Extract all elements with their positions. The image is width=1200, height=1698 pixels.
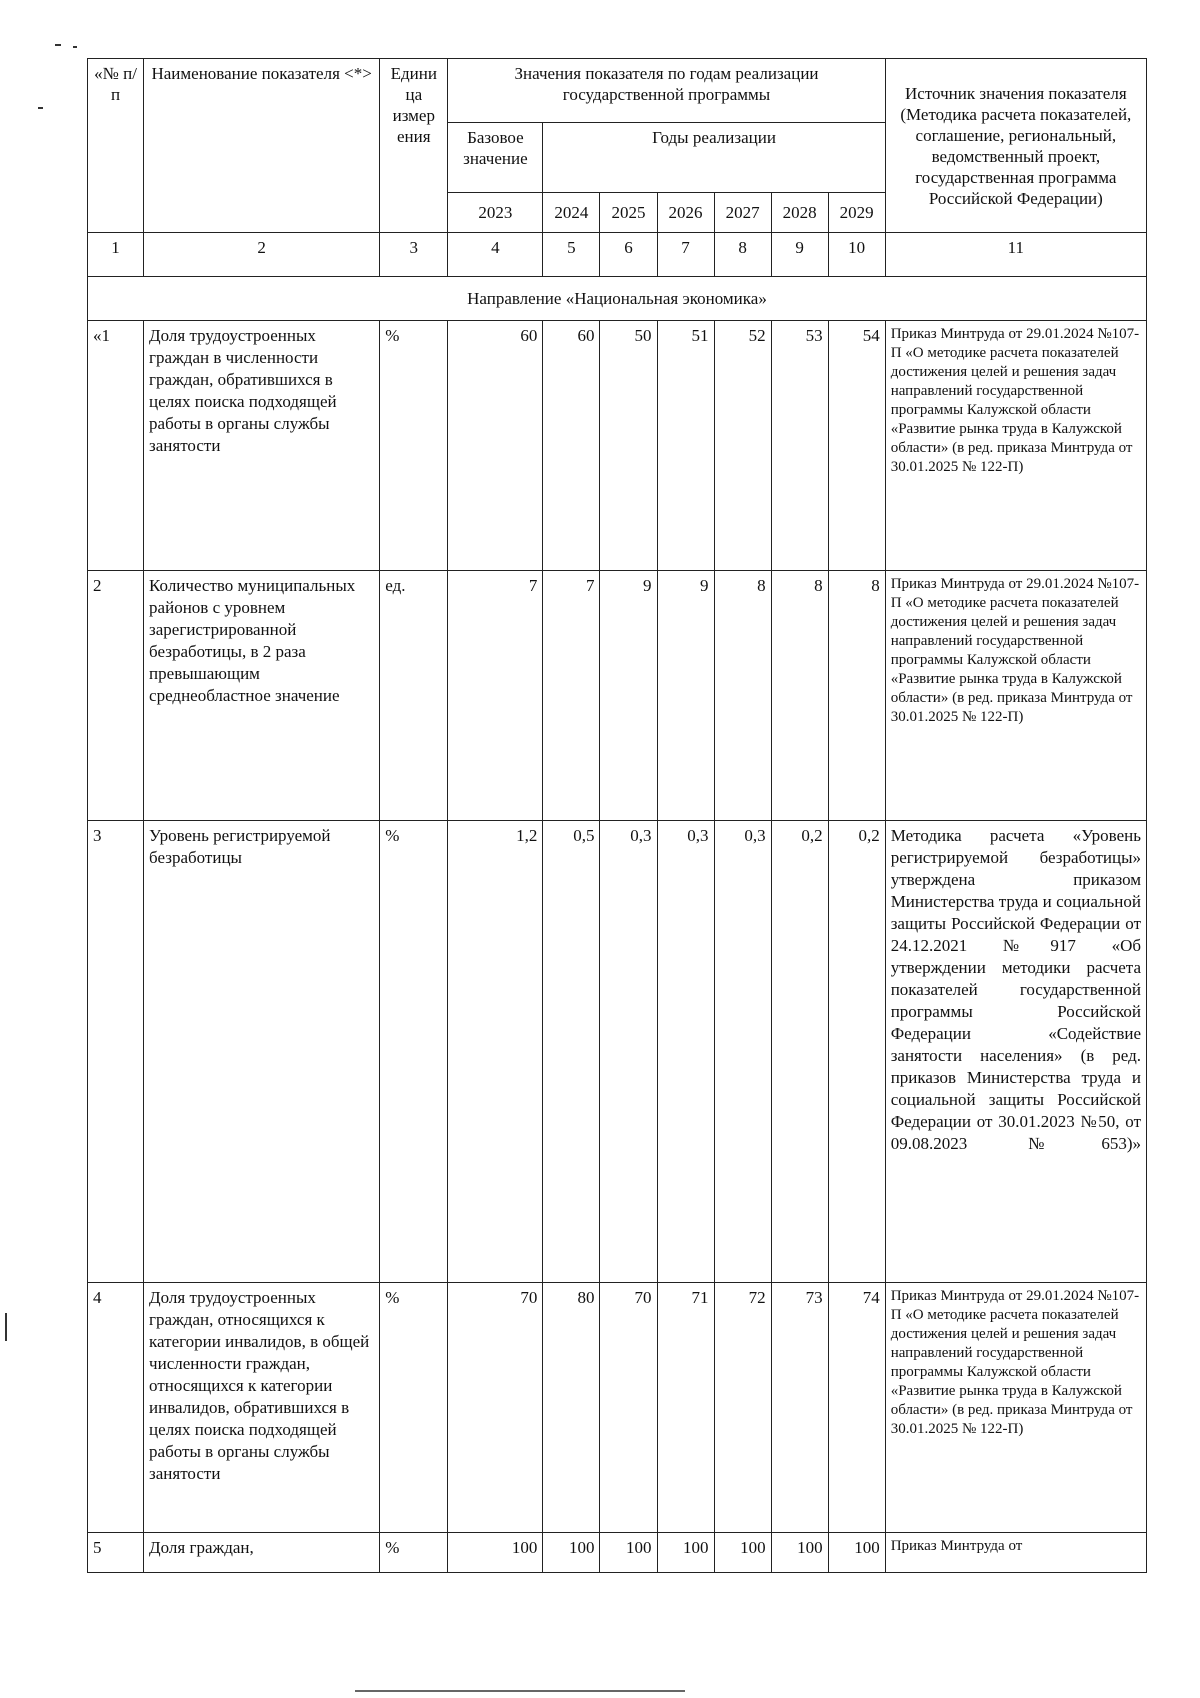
value-cell: 0,5 [543, 821, 600, 1283]
header-unit: Едини ца измер ения [380, 59, 448, 233]
indicators-table [87, 58, 1147, 1573]
header-name: Наименование показателя <*> [144, 59, 380, 233]
table-row [88, 321, 1147, 571]
row-number: 5 [88, 1533, 144, 1573]
table-row [88, 571, 1147, 821]
value-cell: 100 [714, 1533, 771, 1573]
value-cell: 80 [543, 1283, 600, 1533]
table-row [88, 1533, 1147, 1573]
column-number: 4 [448, 233, 543, 277]
value-cell: 8 [714, 571, 771, 821]
row-number: «1 [88, 321, 144, 571]
column-number: 2 [144, 233, 380, 277]
indicator-unit: ед. [380, 571, 448, 821]
scan-artifact [73, 46, 77, 48]
value-cell: 54 [828, 321, 885, 571]
value-cell: 7 [543, 571, 600, 821]
indicator-source: Приказ Минтруда от [885, 1533, 1146, 1573]
value-cell: 60 [543, 321, 600, 571]
value-cell: 100 [657, 1533, 714, 1573]
value-cell: 7 [448, 571, 543, 821]
row-number: 2 [88, 571, 144, 821]
scan-artifact [55, 44, 61, 46]
indicator-unit: % [380, 1533, 448, 1573]
row-number: 4 [88, 1283, 144, 1533]
column-number: 7 [657, 233, 714, 277]
indicator-name: Доля трудоустроенных граждан, относящихся к категории инвалидов, в общей численности граждан, относящихся к категории инвалидов, обратившихся в целях поиска подходящей работы в органы службы занятости [144, 1283, 380, 1533]
value-cell: 52 [714, 321, 771, 571]
indicator-source: Приказ Минтруда от 29.01.2024 №107-П «О методике расчета показателей достижения целей и решения задач направлений государственной программы Калужской области «Развитие рынка труда в Калужской области» (в ред. приказа Минтруда от 30.01.2025 № 122-П) [885, 571, 1146, 821]
header-year: 2026 [657, 193, 714, 233]
value-cell: 53 [771, 321, 828, 571]
value-cell: 8 [828, 571, 885, 821]
value-cell: 0,2 [771, 821, 828, 1283]
section-row [88, 277, 1147, 321]
value-cell: 1,2 [448, 821, 543, 1283]
header-values-group: Значения показателя по годам реализации государственной программы [448, 59, 885, 123]
value-cell: 60 [448, 321, 543, 571]
value-cell: 0,3 [600, 821, 657, 1283]
section-title: Направление «Национальная экономика» [88, 277, 1147, 321]
header-base: Базовое значение [448, 123, 543, 193]
scan-artifact [355, 1690, 685, 1692]
value-cell: 100 [448, 1533, 543, 1573]
value-cell: 0,3 [657, 821, 714, 1283]
value-cell: 70 [448, 1283, 543, 1533]
value-cell: 100 [543, 1533, 600, 1573]
header-year: 2029 [828, 193, 885, 233]
value-cell: 9 [657, 571, 714, 821]
value-cell: 100 [828, 1533, 885, 1573]
header-year: 2028 [771, 193, 828, 233]
row-number: 3 [88, 821, 144, 1283]
table-row [88, 821, 1147, 1283]
value-cell: 73 [771, 1283, 828, 1533]
header-num: «№ п/п [88, 59, 144, 233]
value-cell: 72 [714, 1283, 771, 1533]
column-number: 5 [543, 233, 600, 277]
indicator-source: Методика расчета «Уровень регистрируемой безработицы» утверждена приказом Министерства труда и социальной защиты Российской Федерации от 24.12.2021 №917 «Об утверждении методики расчета показателей государственной программы Российской Федерации «Содействие занятости населения» (в ред. приказов Министерства труда и социальной защиты Российской Федерации от 30.01.2023 №50, от 09.08.2023 №653)» [885, 821, 1146, 1283]
header-year: 2024 [543, 193, 600, 233]
column-number: 3 [380, 233, 448, 277]
value-cell: 74 [828, 1283, 885, 1533]
value-cell: 9 [600, 571, 657, 821]
indicators-table-sheet [87, 58, 1147, 1573]
column-numbers-row [88, 233, 1147, 277]
indicator-unit: % [380, 1283, 448, 1533]
column-number: 10 [828, 233, 885, 277]
value-cell: 100 [771, 1533, 828, 1573]
indicator-unit: % [380, 821, 448, 1283]
value-cell: 0,3 [714, 821, 771, 1283]
header-year: 2025 [600, 193, 657, 233]
indicator-name: Количество муниципальных районов с уровнем зарегистрированной безработицы, в 2 раза превышающим среднеобластное значение [144, 571, 380, 821]
value-cell: 0,2 [828, 821, 885, 1283]
column-number: 1 [88, 233, 144, 277]
column-number: 11 [885, 233, 1146, 277]
indicator-source: Приказ Минтруда от 29.01.2024 №107-П «О методике расчета показателей достижения целей и решения задач направлений государственной программы Калужской области «Развитие рынка труда в Калужской области» (в ред. приказа Минтруда от 30.01.2025 № 122-П) [885, 321, 1146, 571]
header-base-year: 2023 [448, 193, 543, 233]
column-number: 8 [714, 233, 771, 277]
header-year: 2027 [714, 193, 771, 233]
indicator-source: Приказ Минтруда от 29.01.2024 №107-П «О методике расчета показателей достижения целей и решения задач направлений государственной программы Калужской области «Развитие рынка труда в Калужской области» (в ред. приказа Минтруда от 30.01.2025 № 122-П) [885, 1283, 1146, 1533]
indicator-name: Доля граждан, [144, 1533, 380, 1573]
value-cell: 50 [600, 321, 657, 571]
value-cell: 51 [657, 321, 714, 571]
table-row [88, 1283, 1147, 1533]
value-cell: 8 [771, 571, 828, 821]
header-source: Источник значения показателя (Методика расчета показателей, соглашение, региональный, ведомственный проект, государственная программа Российской Федерации) [885, 59, 1146, 233]
indicator-name: Уровень регистрируемой безработицы [144, 821, 380, 1283]
scan-artifact [38, 107, 43, 109]
value-cell: 100 [600, 1533, 657, 1573]
header-years-label: Годы реализации [543, 123, 885, 193]
scan-artifact [5, 1313, 7, 1341]
indicator-name: Доля трудоустроенных граждан в численности граждан, обратившихся в целях поиска подходящей работы в органы службы занятости [144, 321, 380, 571]
value-cell: 70 [600, 1283, 657, 1533]
value-cell: 71 [657, 1283, 714, 1533]
indicator-unit: % [380, 321, 448, 571]
column-number: 9 [771, 233, 828, 277]
header-row-1 [88, 59, 1147, 123]
column-number: 6 [600, 233, 657, 277]
